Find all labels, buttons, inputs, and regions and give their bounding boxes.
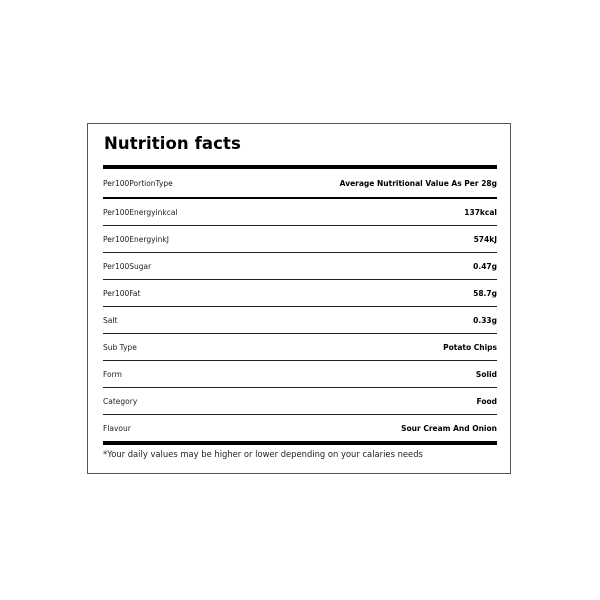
row-value: 137kcal: [464, 207, 497, 217]
row-label: Per100Fat: [103, 288, 141, 298]
row-label: Form: [103, 369, 122, 379]
footnote: *Your daily values may be higher or lower depending on your calaries needs: [103, 449, 423, 459]
nutrition-row: [103, 226, 497, 252]
nutrition-row: [103, 415, 497, 441]
row-label: Per100Energyinkcal: [103, 207, 178, 217]
row-label: Per100EnergyinkJ: [103, 234, 169, 244]
row-label: Sub Type: [103, 342, 137, 352]
row-value: Solid: [475, 369, 497, 379]
row-value: 0.47g: [473, 261, 497, 271]
row-label: Per100PortionType: [103, 178, 173, 188]
row-value: Average Nutritional Value As Per 28g: [339, 178, 497, 188]
row-value: 0.33g: [473, 315, 497, 325]
row-value: Sour Cream And Onion: [401, 423, 497, 433]
row-value: 58.7g: [473, 288, 497, 298]
nutrition-row: [103, 280, 497, 306]
row-label: Per100Sugar: [103, 261, 152, 271]
row-value: Potato Chips: [443, 342, 497, 352]
panel-title: Nutrition facts: [104, 134, 241, 153]
divider-thick-bottom: [103, 441, 497, 445]
portion-type-row: [103, 170, 497, 196]
nutrition-row: [103, 307, 497, 333]
nutrition-row: [103, 199, 497, 225]
nutrition-row: [103, 334, 497, 360]
nutrition-row: [103, 361, 497, 387]
row-label: Flavour: [103, 423, 131, 433]
row-value: 574kJ: [473, 234, 497, 244]
row-label: Salt: [103, 315, 118, 325]
row-value: Food: [476, 396, 497, 406]
divider-thick-top: [103, 165, 497, 169]
row-label: Category: [103, 396, 138, 406]
nutrition-row: [103, 253, 497, 279]
nutrition-row: [103, 388, 497, 414]
nutrition-facts-panel: [87, 123, 511, 474]
